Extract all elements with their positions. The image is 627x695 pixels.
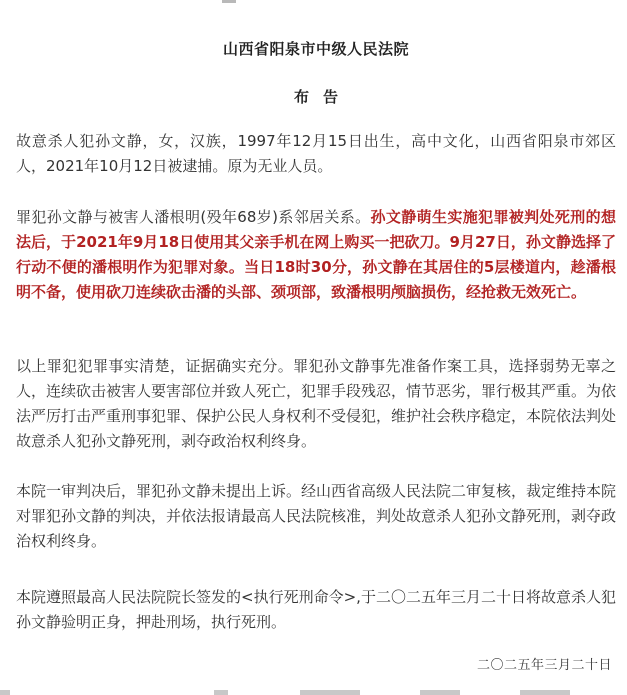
bottom-edge-fragment [214,690,228,695]
bottom-edge-strip [0,688,627,695]
bottom-edge-fragment [520,690,570,695]
paragraph-defendant-info: 故意杀人犯孙文静，女，汉族，1997年12月15日出生，高中文化，山西省阳泉市郊区人，2021年10月12日被逮捕。原为无业人员。 [16,132,616,175]
crime-facts-lead: 罪犯孙文静与被害人潘根明(殁年68岁)系邻居关系。 [16,208,371,226]
bottom-edge-fragment [0,690,10,695]
paragraph-judgment: 以上罪犯犯罪事实清楚，证据确实充分。罪犯孙文静事先准备作案工具，选择弱势无辜之人，连续砍击被害人要害部位并致人死亡，犯罪手段残忍，情节恶劣，罪行极其严重。为依法严厉打击严重刑事犯罪、保护公民人身权利不受侵犯，维护社会秩序稳定，本院依法判处故意杀人犯孙文静死刑，剥夺政治权利终身。 [16,357,617,450]
bottom-edge-fragment [420,690,460,695]
paragraph-crime-facts [16,205,616,305]
paragraph-appeal-review: 本院一审判决后，罪犯孙文静未提出上诉。经山西省高级人民法院二审复核，裁定维持本院对罪犯孙文静的判决，并依法报请最高人民法院核准，判处故意杀人犯孙文静死刑，剥夺政治权利终身。 [16,482,617,550]
top-edge-strip [0,0,627,6]
crime-facts-highlight: 孙文静萌生实施犯罪被判处死刑的想法后，于2021年9月18日使用其父亲手机在网上购买一把砍刀。9月27日，孙文静选择了行动不便的潘根明作为犯罪对象。当日18时30分，孙文静在其居住的5层楼道内，趁潘根明不备，使用砍刀连续砍击潘的头部、颈项部，致潘根明颅脑损伤，经抢救无效死亡。 [16,208,616,301]
notice-title: 布告 [293,88,352,106]
bottom-edge-fragment [300,690,360,695]
top-edge-fragment [222,0,236,3]
paragraph-execution: 本院遵照最高人民法院院长签发的<执行死刑命令>,于二〇二五年三月二十日将故意杀人犯孙文静验明正身，押赴刑场，执行死刑。 [16,588,616,631]
notice-date: 二〇二五年三月二十日 [476,658,612,673]
court-name-heading: 山西省阳泉市中级人民法院 [222,40,409,58]
